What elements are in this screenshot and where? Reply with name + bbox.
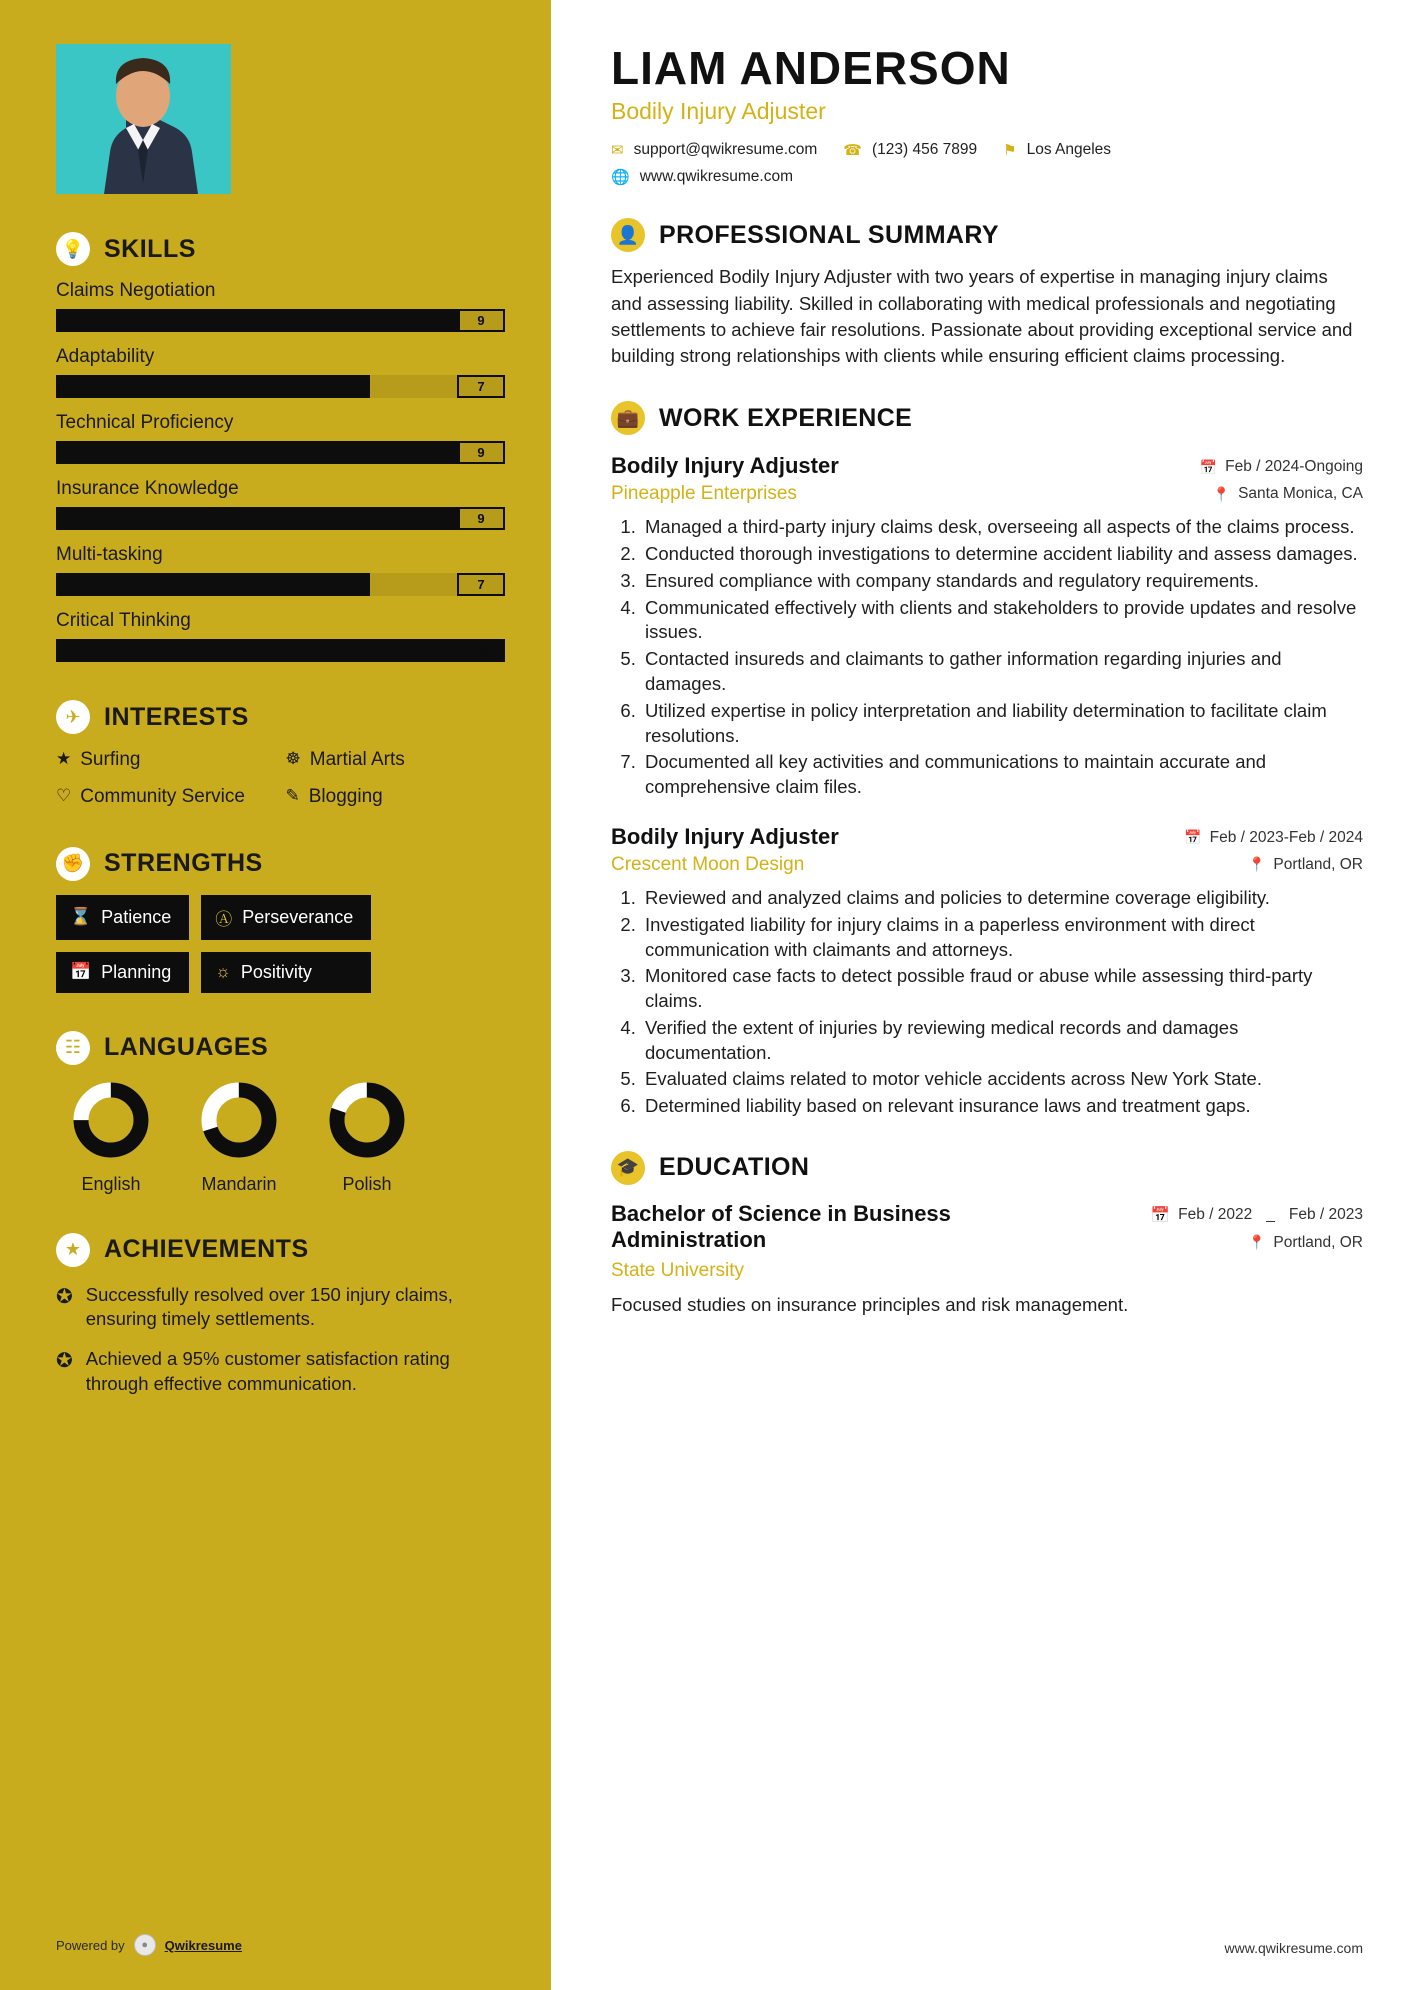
lightbulb-icon: 💡	[56, 232, 90, 266]
contact-email-text: support@qwikresume.com	[633, 141, 818, 159]
strength-label: Patience	[101, 906, 172, 927]
education-title: Bachelor of Science in Business Administration	[611, 1200, 951, 1253]
paper-plane-icon: ✈	[56, 700, 90, 734]
id-card-icon: ☷	[56, 1031, 90, 1065]
list-item: 6. Determined liability based on relevant insurance laws and treatment gaps.	[641, 1094, 1363, 1119]
strength-label: Planning	[101, 961, 172, 982]
education-date-start: Feb / 2022	[1178, 1206, 1253, 1224]
list-item: 3. Ensured compliance with company standards and regulatory requirements.	[641, 569, 1363, 594]
skills-heading: SKILLS	[104, 234, 196, 263]
hand-heart-icon: ♡	[56, 785, 72, 805]
language-item	[66, 1081, 156, 1195]
languages-list	[56, 1081, 505, 1195]
education-description: Focused studies on insurance principles and risk management.	[611, 1293, 1129, 1315]
skills-section-header	[56, 232, 505, 266]
interest-label: Surfing	[80, 749, 141, 770]
languages-heading: LANGUAGES	[104, 1033, 269, 1061]
job-location	[1200, 485, 1363, 503]
skill-label: Technical Proficiency	[56, 412, 234, 433]
job-company: Pineapple Enterprises	[611, 483, 797, 505]
list-item	[56, 1283, 505, 1332]
donut-chart	[72, 1081, 150, 1159]
strength-chip	[56, 952, 189, 993]
achievement-text: Successfully resolved over 150 injury claims, ensuring timely settlements.	[85, 1283, 453, 1329]
qwikresume-link[interactable]: Qwikresume	[164, 1937, 242, 1953]
email-icon: ✉	[611, 142, 624, 160]
contact-location	[1003, 141, 1111, 159]
skill-label: Insurance Knowledge	[56, 478, 239, 499]
skill-value: 9	[457, 441, 505, 464]
letter-a-icon: Ⓐ	[215, 909, 233, 929]
list-item	[56, 785, 276, 809]
language-item	[322, 1081, 412, 1195]
job-date	[1184, 829, 1363, 847]
achievements-list	[56, 1283, 505, 1397]
globe-icon: 🌐	[611, 169, 630, 187]
list-item: 5. Evaluated claims related to motor vehicle accidents across New York State.	[641, 1067, 1363, 1092]
skill-label: Adaptability	[56, 346, 155, 367]
sun-icon: ☼	[215, 962, 231, 981]
summary-section-header	[611, 218, 1363, 252]
list-item	[56, 1347, 505, 1396]
education-date	[1151, 1206, 1363, 1225]
donut-chart	[200, 1081, 278, 1159]
list-item: 3. Monitored case facts to detect possible fraud or abuse while assessing third-party claims.	[641, 964, 1363, 1014]
strengths-list	[56, 895, 505, 993]
skill-value: 9	[457, 309, 505, 332]
calendar-icon: 📅	[1184, 829, 1202, 846]
education-location	[1151, 1234, 1363, 1252]
sidebar	[0, 0, 557, 1990]
shooting-star-icon: ✪	[56, 1285, 73, 1308]
contact-list	[611, 141, 1251, 186]
interest-label: Community Service	[80, 785, 245, 807]
hourglass-icon: ⌛	[70, 907, 92, 926]
blogging-icon: ✎	[285, 785, 300, 805]
footer-website: www.qwikresume.com	[1224, 1940, 1363, 1956]
education-heading: EDUCATION	[659, 1153, 810, 1182]
skill-value: 7	[457, 573, 505, 596]
languages-section-header	[56, 1031, 505, 1065]
skills-list	[56, 280, 505, 662]
achievement-text: Achieved a 95% customer satisfaction rating through effective communication.	[85, 1348, 450, 1394]
shooting-star-icon: ✪	[56, 1350, 73, 1373]
language-label: Mandarin	[201, 1173, 277, 1194]
martial-arts-icon: ☸	[285, 749, 301, 768]
list-item: 2. Conducted thorough investigations to determine accident liability and assess damages.	[641, 542, 1363, 567]
job-date-text: Feb / 2023-Feb / 2024	[1209, 828, 1363, 846]
list-item: 6. Utilized expertise in policy interpretation and liability determination to facilitate claim resolutions.	[641, 699, 1363, 749]
list-item: 4. Verified the extent of injuries by reviewing medical records and damages documentation.	[641, 1016, 1363, 1066]
achievements-section-header	[56, 1233, 505, 1267]
contact-phone-text: (123) 456 7899	[871, 141, 978, 159]
donut-chart	[328, 1081, 406, 1159]
language-item	[194, 1081, 284, 1195]
pin-icon: 📍	[1212, 485, 1231, 502]
skill-value: 9	[457, 507, 505, 530]
briefcase-icon: 💼	[611, 401, 645, 435]
list-item	[56, 748, 276, 772]
skill-bar	[56, 441, 505, 464]
strength-chip	[56, 895, 189, 940]
list-item: 5. Contacted insureds and claimants to gather information regarding injuries and damages.	[641, 647, 1363, 697]
contact-website-text: www.qwikresume.com	[639, 168, 793, 186]
education-date-end: Feb / 2023	[1288, 1206, 1363, 1224]
location-icon: ⚑	[1003, 142, 1017, 160]
list-item: 7. Documented all key activities and communications to maintain accurate and comprehensive claim files.	[641, 750, 1363, 800]
calendar-icon: 📅	[70, 962, 92, 981]
skill-label: Critical Thinking	[56, 610, 191, 631]
job-date-text: Feb / 2024-Ongoing	[1225, 458, 1363, 476]
phone-icon: ☎	[843, 142, 862, 160]
qwikresume-logo-icon: ●	[134, 1934, 156, 1956]
skill-bar	[56, 573, 505, 596]
calendar-icon: 📅	[1199, 458, 1218, 475]
contact-location-text: Los Angeles	[1026, 141, 1112, 159]
skill-value: 7	[457, 375, 505, 398]
interest-label: Blogging	[308, 785, 383, 807]
work-heading: WORK EXPERIENCE	[659, 403, 913, 432]
contact-email[interactable]	[611, 141, 817, 159]
skill-bar	[56, 639, 505, 662]
summary-heading: PROFESSIONAL SUMMARY	[659, 220, 999, 249]
work-section-header	[611, 401, 1363, 435]
star-icon: ★	[56, 749, 72, 768]
job-bullets	[641, 886, 1363, 1119]
job-location-text: Portland, OR	[1273, 855, 1363, 873]
education-school: State University	[611, 1259, 745, 1281]
job-location-text: Santa Monica, CA	[1238, 485, 1363, 503]
strength-label: Positivity	[240, 961, 312, 982]
skill-bar	[56, 375, 505, 398]
job-role-subtitle: Bodily Injury Adjuster	[611, 98, 826, 125]
list-item: 4. Communicated effectively with clients and stakeholders to provide updates and resolve issues.	[641, 596, 1363, 646]
contact-phone[interactable]	[843, 141, 977, 159]
work-item	[611, 824, 1363, 1119]
language-label: Polish	[342, 1173, 392, 1194]
page-title: LIAM ANDERSON	[611, 42, 1011, 94]
strength-chip	[201, 895, 371, 940]
graduation-icon: 🎓	[611, 1151, 645, 1185]
interests-heading: INTERESTS	[104, 702, 249, 731]
contact-website[interactable]	[611, 168, 793, 186]
education-location-text: Portland, OR	[1273, 1233, 1363, 1251]
achievements-heading: ACHIEVEMENTS	[104, 1235, 309, 1263]
job-title: Bodily Injury Adjuster	[611, 453, 839, 479]
education-date-separator: _	[1266, 1206, 1275, 1224]
skill-label: Claims Negotiation	[56, 280, 216, 301]
list-item: 2. Investigated liability for injury claims in a paperless environment with direct communication with claimants and attorneys.	[641, 913, 1363, 963]
list-item	[286, 785, 506, 809]
person-circle-icon: 👤	[611, 218, 645, 252]
interests-section-header	[56, 700, 505, 734]
job-location	[1184, 856, 1363, 874]
education-item	[611, 1201, 1363, 1316]
strength-chip	[201, 952, 371, 993]
interests-list	[56, 748, 505, 809]
job-company: Crescent Moon Design	[611, 853, 805, 875]
job-title: Bodily Injury Adjuster	[611, 823, 839, 849]
skill-label: Multi-tasking	[56, 544, 163, 565]
powered-by-label: Powered by	[56, 1937, 125, 1953]
strengths-section-header	[56, 847, 505, 881]
job-bullets	[641, 515, 1363, 800]
skill-bar	[56, 309, 505, 332]
pin-icon: 📍	[1247, 1234, 1266, 1251]
list-item	[286, 748, 506, 772]
fist-icon: ✊	[56, 847, 90, 881]
pin-icon: 📍	[1247, 856, 1266, 873]
main-content	[557, 0, 1407, 1990]
summary-text: Experienced Bodily Injury Adjuster with two years of expertise in managing injury claims and assessing liability. Skilled in collaborating with medical professionals and negotiating settlements to achieve fair resolutions. Passionate about providing exceptional service and building strong relationships with clients while ensuring efficient claims processing.	[611, 266, 1353, 367]
interest-label: Martial Arts	[309, 749, 405, 770]
list-item: 1. Reviewed and analyzed claims and policies to determine coverage eligibility.	[641, 886, 1363, 911]
skill-value: 10	[457, 639, 505, 662]
education-section-header	[611, 1151, 1363, 1185]
powered-by	[56, 1934, 242, 1956]
calendar-icon: 📅	[1150, 1206, 1171, 1224]
avatar	[56, 44, 231, 194]
list-item: 1. Managed a third-party injury claims desk, overseeing all aspects of the claims process.	[641, 515, 1363, 540]
skill-bar	[56, 507, 505, 530]
strengths-heading: STRENGTHS	[104, 849, 263, 877]
job-date	[1200, 458, 1363, 476]
language-label: English	[81, 1173, 141, 1194]
strength-label: Perseverance	[242, 906, 354, 927]
star-badge-icon: ★	[56, 1233, 90, 1267]
work-item	[611, 453, 1363, 800]
